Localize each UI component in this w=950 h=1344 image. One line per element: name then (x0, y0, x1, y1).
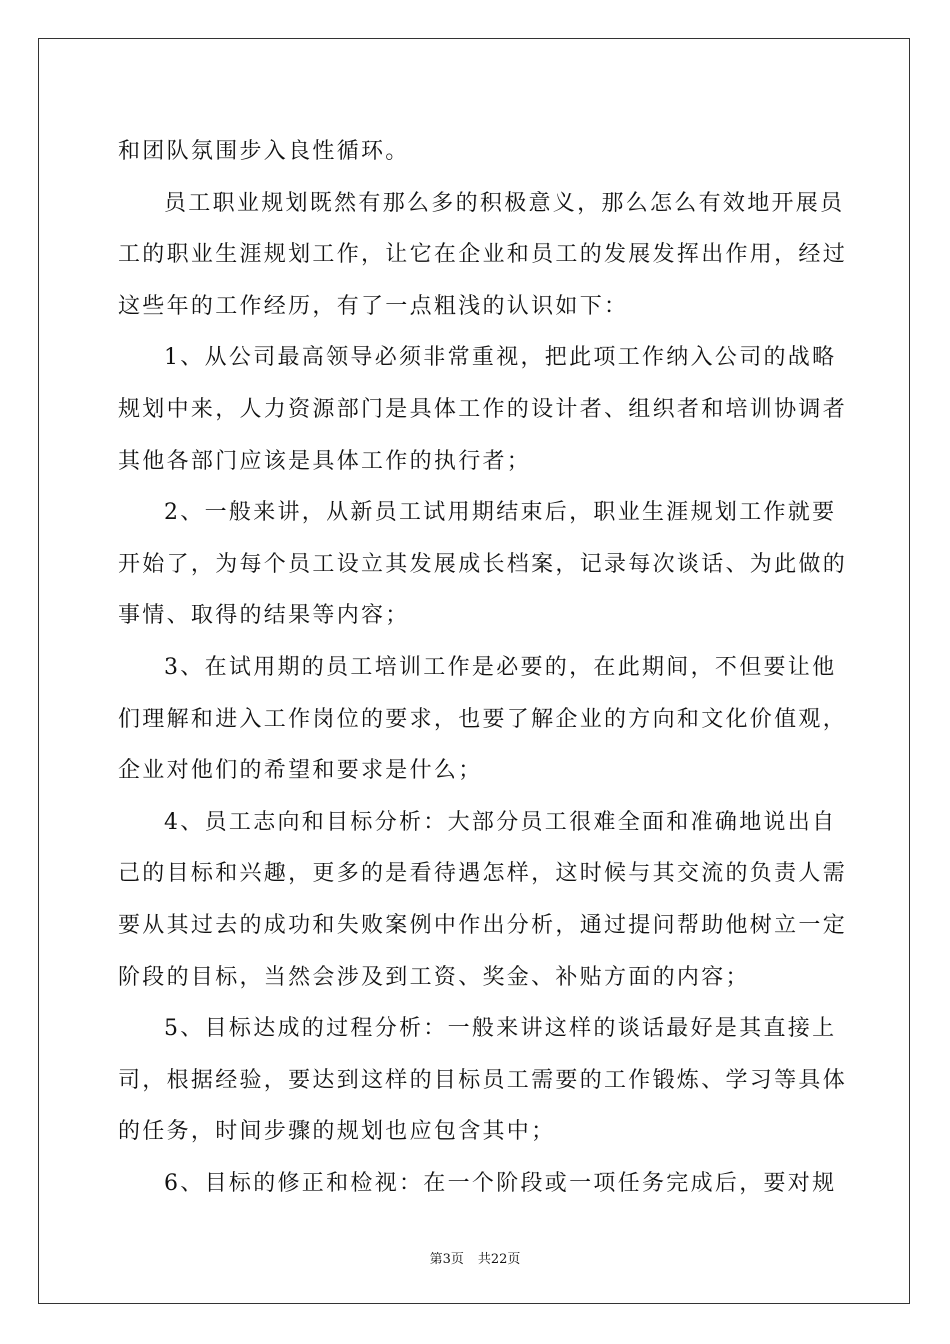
text-line: 3、在试用期的员工培训工作是必要的，在此期间，不但要让他 (164, 654, 837, 680)
text-line: 5、目标达成的过程分析：一般来讲这样的谈话最好是其直接上 (164, 1016, 837, 1042)
document-body (118, 126, 848, 1209)
text-line: 企业对他们的希望和要求是什么； (118, 758, 483, 784)
text-line: 1、从公司最高领导必须非常重视，把此项工作纳入公司的战略 (164, 345, 837, 371)
text-line: 事情、取得的结果等内容； (118, 603, 410, 629)
text-line: 2、一般来讲，从新员工试用期结束后，职业生涯规划工作就要 (164, 500, 837, 526)
text-line: 这些年的工作经历，有了一点粗浅的认识如下： (118, 293, 629, 319)
text-line: 员工职业规划既然有那么多的积极意义，那么怎么有效地开展员 (164, 190, 845, 216)
page-number: 第3页 (429, 1252, 464, 1267)
text-line: 和团队氛围步入良性循环。 (118, 139, 410, 164)
text-line: 规划中来，人力资源部门是具体工作的设计者、组织者和培训协调者 (118, 396, 848, 422)
text-line: 6、目标的修正和检视：在一个阶段或一项任务完成后，要对规 (164, 1170, 837, 1196)
text-line: 要从其过去的成功和失败案例中作出分析，通过提问帮助他树立一定 (118, 912, 848, 938)
text-line: 的任务，时间步骤的规划也应包含其中； (118, 1119, 556, 1145)
page-total: 共22页 (477, 1252, 521, 1267)
text-line: 4、员工志向和目标分析：大部分员工很难全面和准确地说出自 (164, 809, 837, 835)
text-line: 阶段的目标，当然会涉及到工资、奖金、补贴方面的内容； (118, 964, 750, 990)
text-line: 开始了，为每个员工设立其发展成长档案，记录每次谈话、为此做的 (118, 551, 848, 577)
text-line: 们理解和进入工作岗位的要求，也要了解企业的方向和文化价值观， (118, 706, 848, 732)
text-line: 工的职业生涯规划工作，让它在企业和员工的发展发挥出作用，经过 (118, 242, 848, 268)
text-line: 司，根据经验，要达到这样的目标员工需要的工作锻炼、学习等具体 (118, 1067, 848, 1093)
text-line: 己的目标和兴趣，更多的是看待遇怎样，这时候与其交流的负责人需 (118, 861, 848, 887)
page-footer (0, 1248, 950, 1267)
text-line: 其他各部门应该是具体工作的执行者； (118, 448, 532, 474)
